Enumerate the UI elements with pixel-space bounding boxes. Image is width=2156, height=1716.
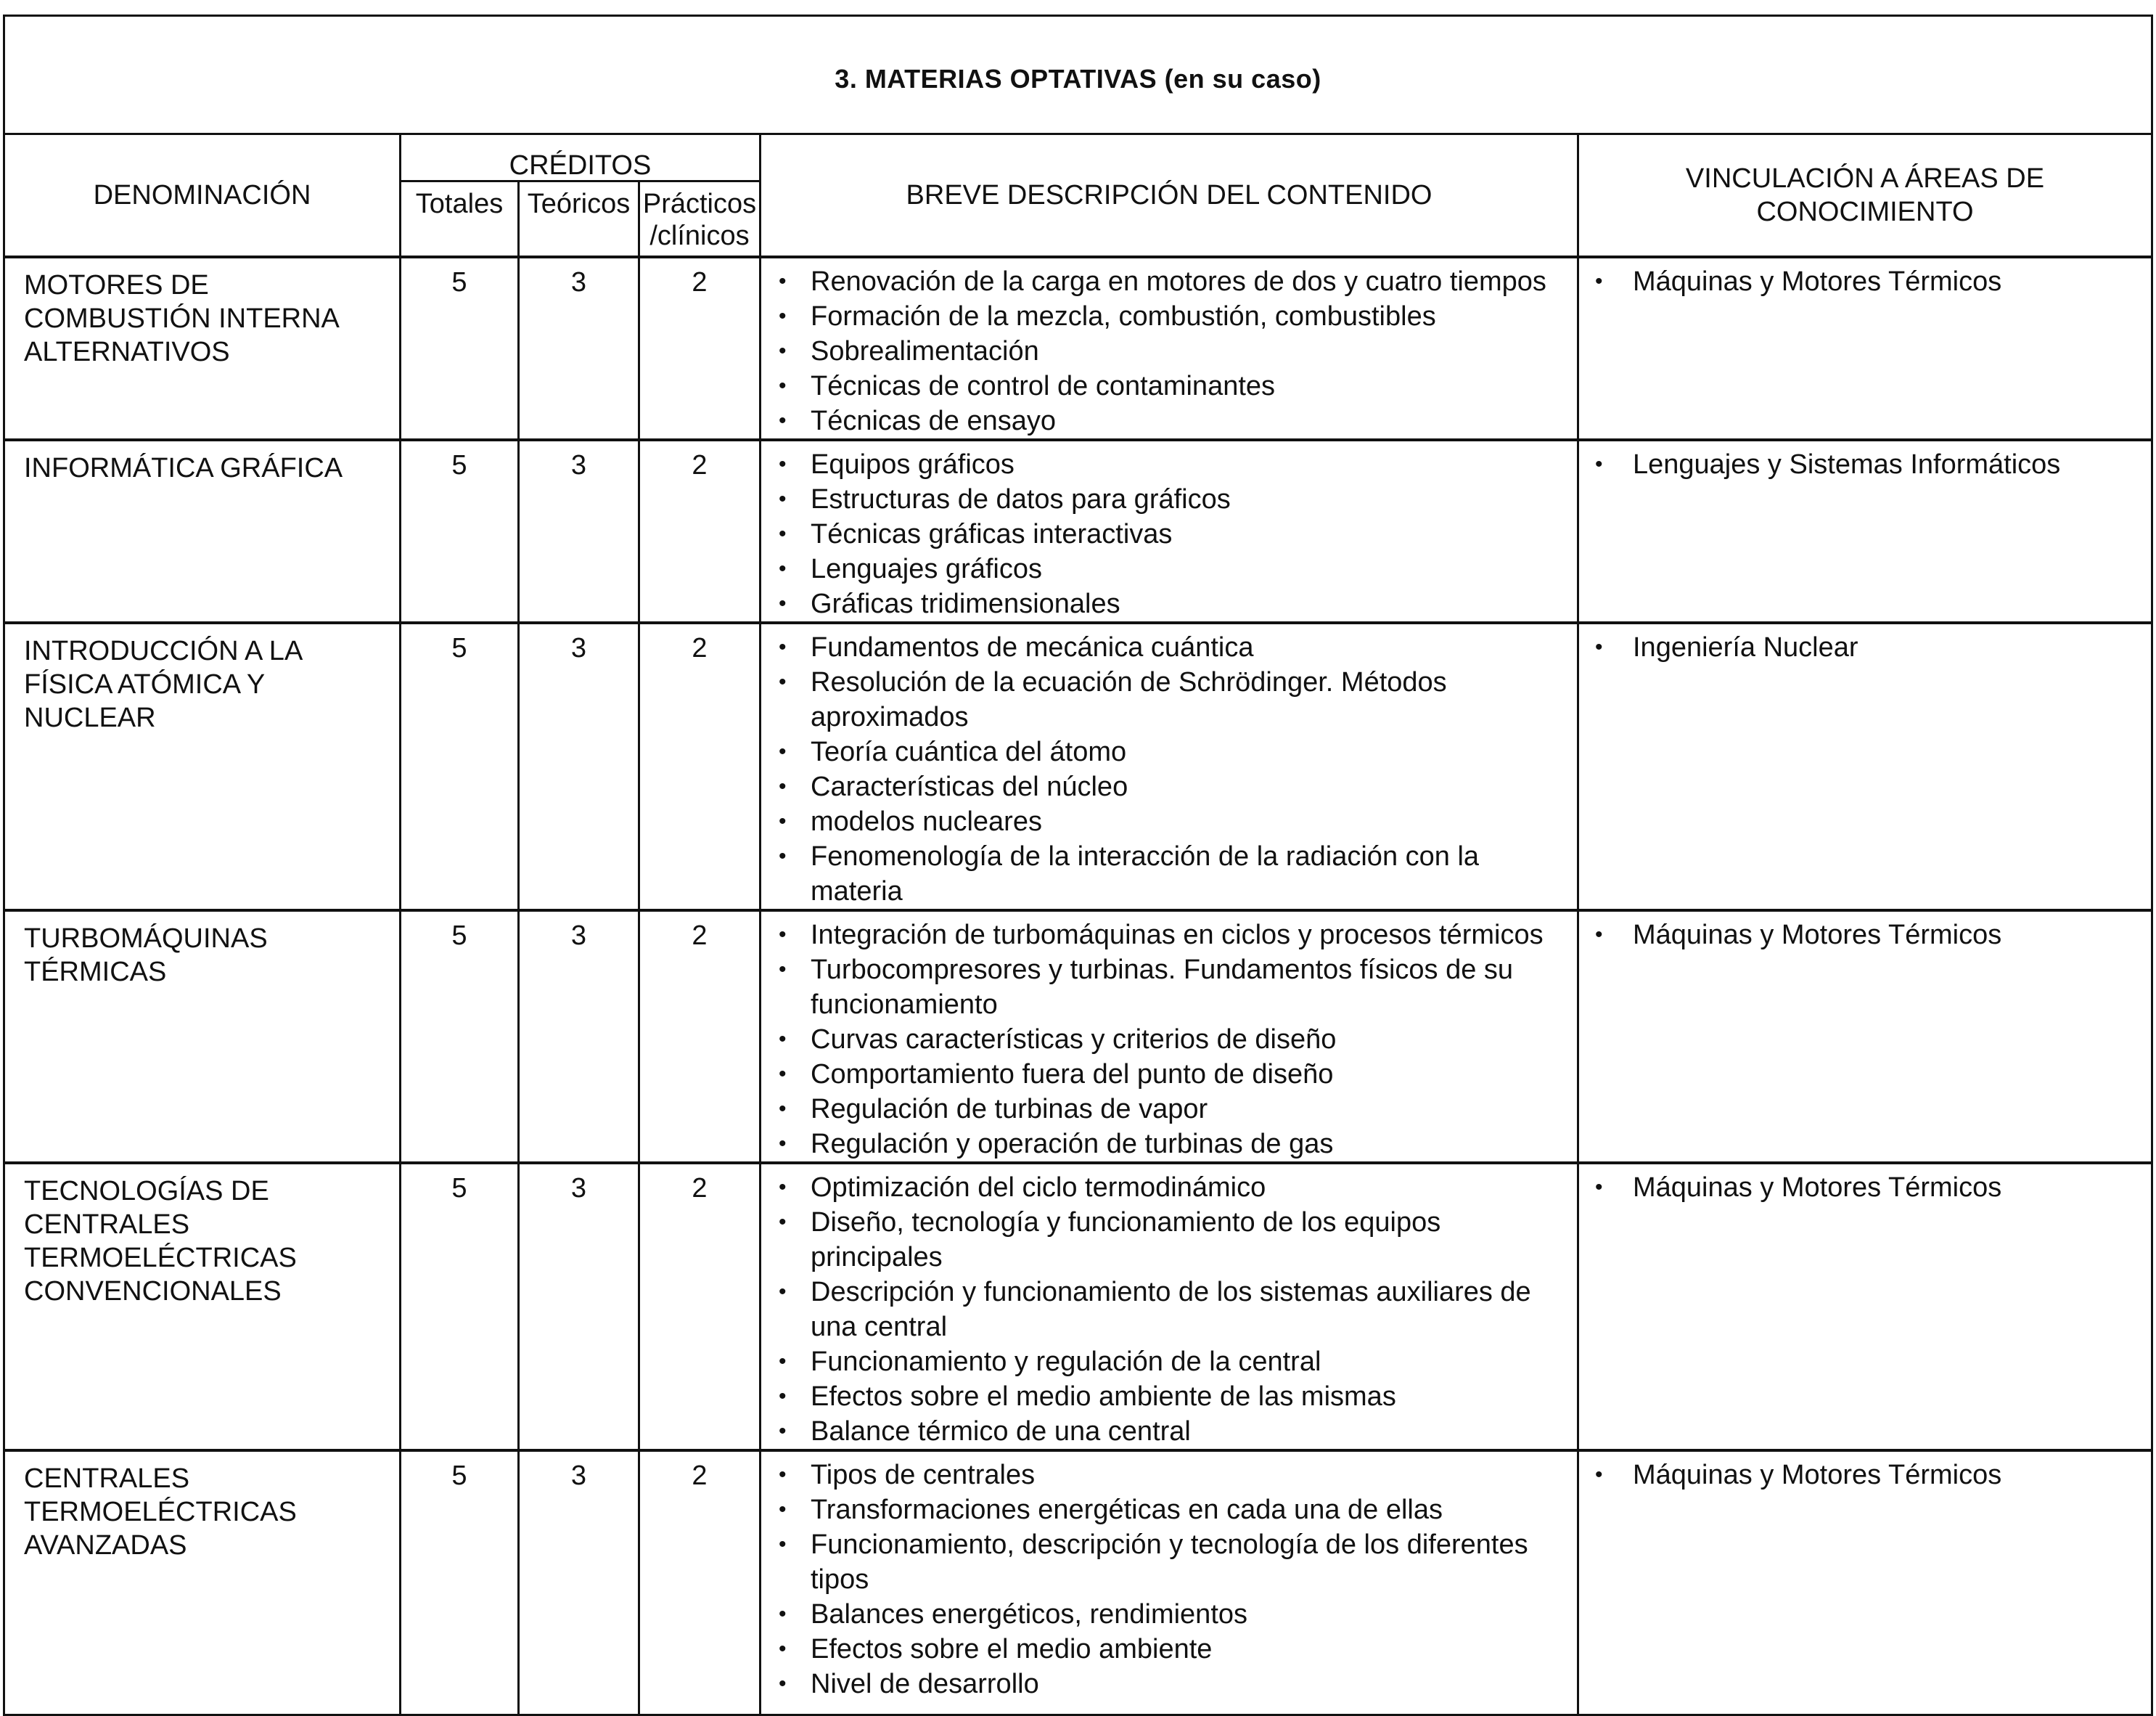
list-item: • Turbocompresores y turbinas. Fundamentos físicos de su funcionamiento — [768, 952, 1565, 1022]
list-item: • Equipos gráficos — [768, 447, 1565, 482]
table-title-cell — [4, 16, 2152, 134]
header-vinculacion — [1578, 134, 2152, 258]
list-item: • Técnicas de control de contaminantes — [768, 369, 1565, 404]
denominacion-line: FÍSICA ATÓMICA Y — [24, 669, 266, 700]
header-teoricos: Teóricos — [519, 181, 639, 258]
list-item: • Regulación de turbinas de vapor — [768, 1092, 1565, 1127]
area-cell — [1578, 1163, 2152, 1450]
area-cell — [1578, 257, 2152, 440]
header-practicos-line1: Prácticos — [642, 189, 757, 219]
practicos-cell: 2 — [639, 440, 761, 623]
totales-cell: 5 — [401, 1163, 519, 1450]
header-denominacion: DENOMINACIÓN — [4, 134, 401, 258]
area-list — [1579, 1452, 2151, 1492]
totales-cell: 5 — [401, 623, 519, 910]
list-item: • Teoría cuántica del átomo — [768, 735, 1565, 769]
list-item: • modelos nucleares — [768, 804, 1565, 839]
descripcion-list — [761, 258, 1577, 438]
descripcion-list — [761, 441, 1577, 621]
denominacion-line: CONVENCIONALES — [24, 1276, 282, 1307]
list-item: • Diseño, tecnología y funcionamiento de los equipos principales — [768, 1205, 1565, 1275]
denominacion-line: COMBUSTIÓN INTERNA — [24, 303, 340, 334]
teoricos-cell: 3 — [519, 1450, 639, 1715]
materias-optativas-table — [3, 15, 2153, 1716]
area-item: • Ingeniería Nuclear — [1586, 630, 2144, 665]
practicos-cell: 2 — [639, 1163, 761, 1450]
denominacion-line: TÉRMICAS — [24, 957, 167, 987]
descripcion-cell — [761, 257, 1578, 440]
denominacion-line: TERMOELÉCTRICAS — [24, 1497, 297, 1527]
page-title: 3. MATERIAS OPTATIVAS (en su caso) — [835, 64, 1321, 94]
list-item: • Gráficas tridimensionales — [768, 587, 1565, 621]
area-cell — [1578, 440, 2152, 623]
denominacion-line: MOTORES DE — [24, 270, 209, 301]
list-item: • Lenguajes gráficos — [768, 552, 1565, 587]
table-row — [4, 910, 2152, 1163]
area-cell — [1578, 1450, 2152, 1715]
teoricos-cell: 3 — [519, 440, 639, 623]
descripcion-cell — [761, 440, 1578, 623]
descripcion-list — [761, 912, 1577, 1161]
teoricos-cell: 3 — [519, 623, 639, 910]
denominacion-line: ALTERNATIVOS — [24, 337, 230, 367]
area-item: • Máquinas y Motores Térmicos — [1586, 1458, 2144, 1492]
denominacion-line: INTRODUCCIÓN A LA — [24, 636, 303, 666]
denominacion-cell — [4, 1450, 401, 1715]
header-totales: Totales — [401, 181, 519, 258]
table-row — [4, 623, 2152, 910]
list-item: • Técnicas de ensayo — [768, 404, 1565, 438]
header-vinculacion-line2: CONOCIMIENTO — [1756, 197, 1974, 227]
denominacion-line: CENTRALES — [24, 1463, 190, 1494]
denominacion-line: INFORMÁTICA GRÁFICA — [24, 453, 343, 483]
list-item: • Efectos sobre el medio ambiente de las mismas — [768, 1379, 1565, 1414]
totales-cell: 5 — [401, 910, 519, 1163]
practicos-cell: 2 — [639, 257, 761, 440]
list-item: • Tipos de centrales — [768, 1458, 1565, 1492]
table-row — [4, 257, 2152, 440]
list-item: • Estructuras de datos para gráficos — [768, 482, 1565, 517]
descripcion-list — [761, 1452, 1577, 1701]
area-list — [1579, 912, 2151, 952]
denominacion-cell — [4, 1163, 401, 1450]
list-item: • Comportamiento fuera del punto de diseño — [768, 1057, 1565, 1092]
list-item: • Renovación de la carga en motores de dos y cuatro tiempos — [768, 264, 1565, 299]
area-list — [1579, 624, 2151, 665]
list-item: • Curvas características y criterios de diseño — [768, 1022, 1565, 1057]
totales-cell: 5 — [401, 257, 519, 440]
denominacion-line: NUCLEAR — [24, 703, 156, 733]
list-item: • Balances energéticos, rendimientos — [768, 1597, 1565, 1632]
descripcion-cell — [761, 623, 1578, 910]
area-item: • Máquinas y Motores Térmicos — [1586, 264, 2144, 299]
denominacion-line: TURBOMÁQUINAS — [24, 923, 268, 954]
list-item: • Efectos sobre el medio ambiente — [768, 1632, 1565, 1667]
list-item: • Resolución de la ecuación de Schrödinger. Métodos aproximados — [768, 665, 1565, 735]
list-item: • Descripción y funcionamiento de los sistemas auxiliares de una central — [768, 1275, 1565, 1344]
practicos-cell: 2 — [639, 910, 761, 1163]
area-item: • Máquinas y Motores Térmicos — [1586, 1170, 2144, 1205]
practicos-cell: 2 — [639, 1450, 761, 1715]
area-cell — [1578, 910, 2152, 1163]
list-item: • Nivel de desarrollo — [768, 1667, 1565, 1701]
descripcion-list — [761, 1164, 1577, 1449]
table-row — [4, 440, 2152, 623]
teoricos-cell: 3 — [519, 910, 639, 1163]
descripcion-cell — [761, 1163, 1578, 1450]
denominacion-cell — [4, 910, 401, 1163]
area-cell — [1578, 623, 2152, 910]
header-creditos: CRÉDITOS — [401, 134, 761, 181]
denominacion-cell — [4, 257, 401, 440]
header-vinculacion-line1: VINCULACIÓN A ÁREAS DE — [1685, 163, 2045, 194]
document-page — [3, 15, 2151, 1716]
header-descripcion: BREVE DESCRIPCIÓN DEL CONTENIDO — [761, 134, 1578, 258]
teoricos-cell: 3 — [519, 1163, 639, 1450]
area-list — [1579, 441, 2151, 482]
list-item: • Técnicas gráficas interactivas — [768, 517, 1565, 552]
totales-cell: 5 — [401, 1450, 519, 1715]
table-row — [4, 1163, 2152, 1450]
totales-cell: 5 — [401, 440, 519, 623]
table-row — [4, 1450, 2152, 1715]
practicos-cell: 2 — [639, 623, 761, 910]
list-item: • Formación de la mezcla, combustión, combustibles — [768, 299, 1565, 334]
denominacion-cell — [4, 440, 401, 623]
area-item: • Lenguajes y Sistemas Informáticos — [1586, 447, 2144, 482]
list-item: • Fundamentos de mecánica cuántica — [768, 630, 1565, 665]
denominacion-line: AVANZADAS — [24, 1530, 187, 1561]
list-item: • Transformaciones energéticas en cada una de ellas — [768, 1492, 1565, 1527]
denominacion-line: TECNOLOGÍAS DE — [24, 1176, 269, 1206]
list-item: • Regulación y operación de turbinas de gas — [768, 1127, 1565, 1161]
denominacion-cell — [4, 623, 401, 910]
list-item: • Sobrealimentación — [768, 334, 1565, 369]
denominacion-line: TERMOELÉCTRICAS — [24, 1243, 297, 1273]
area-list — [1579, 1164, 2151, 1205]
descripcion-cell — [761, 910, 1578, 1163]
descripcion-list — [761, 624, 1577, 909]
list-item: • Funcionamiento, descripción y tecnología de los diferentes tipos — [768, 1527, 1565, 1597]
list-item: • Funcionamiento y regulación de la central — [768, 1344, 1565, 1379]
teoricos-cell: 3 — [519, 257, 639, 440]
list-item: • Integración de turbomáquinas en ciclos y procesos térmicos — [768, 918, 1565, 952]
area-list — [1579, 258, 2151, 299]
header-practicos-line2: /clínicos — [649, 221, 750, 251]
header-practicos — [639, 181, 761, 258]
list-item: • Optimización del ciclo termodinámico — [768, 1170, 1565, 1205]
area-item: • Máquinas y Motores Térmicos — [1586, 918, 2144, 952]
denominacion-line: CENTRALES — [24, 1209, 190, 1240]
descripcion-cell — [761, 1450, 1578, 1715]
list-item: • Características del núcleo — [768, 769, 1565, 804]
list-item: • Fenomenología de la interacción de la radiación con la materia — [768, 839, 1565, 909]
list-item: • Balance térmico de una central — [768, 1414, 1565, 1449]
